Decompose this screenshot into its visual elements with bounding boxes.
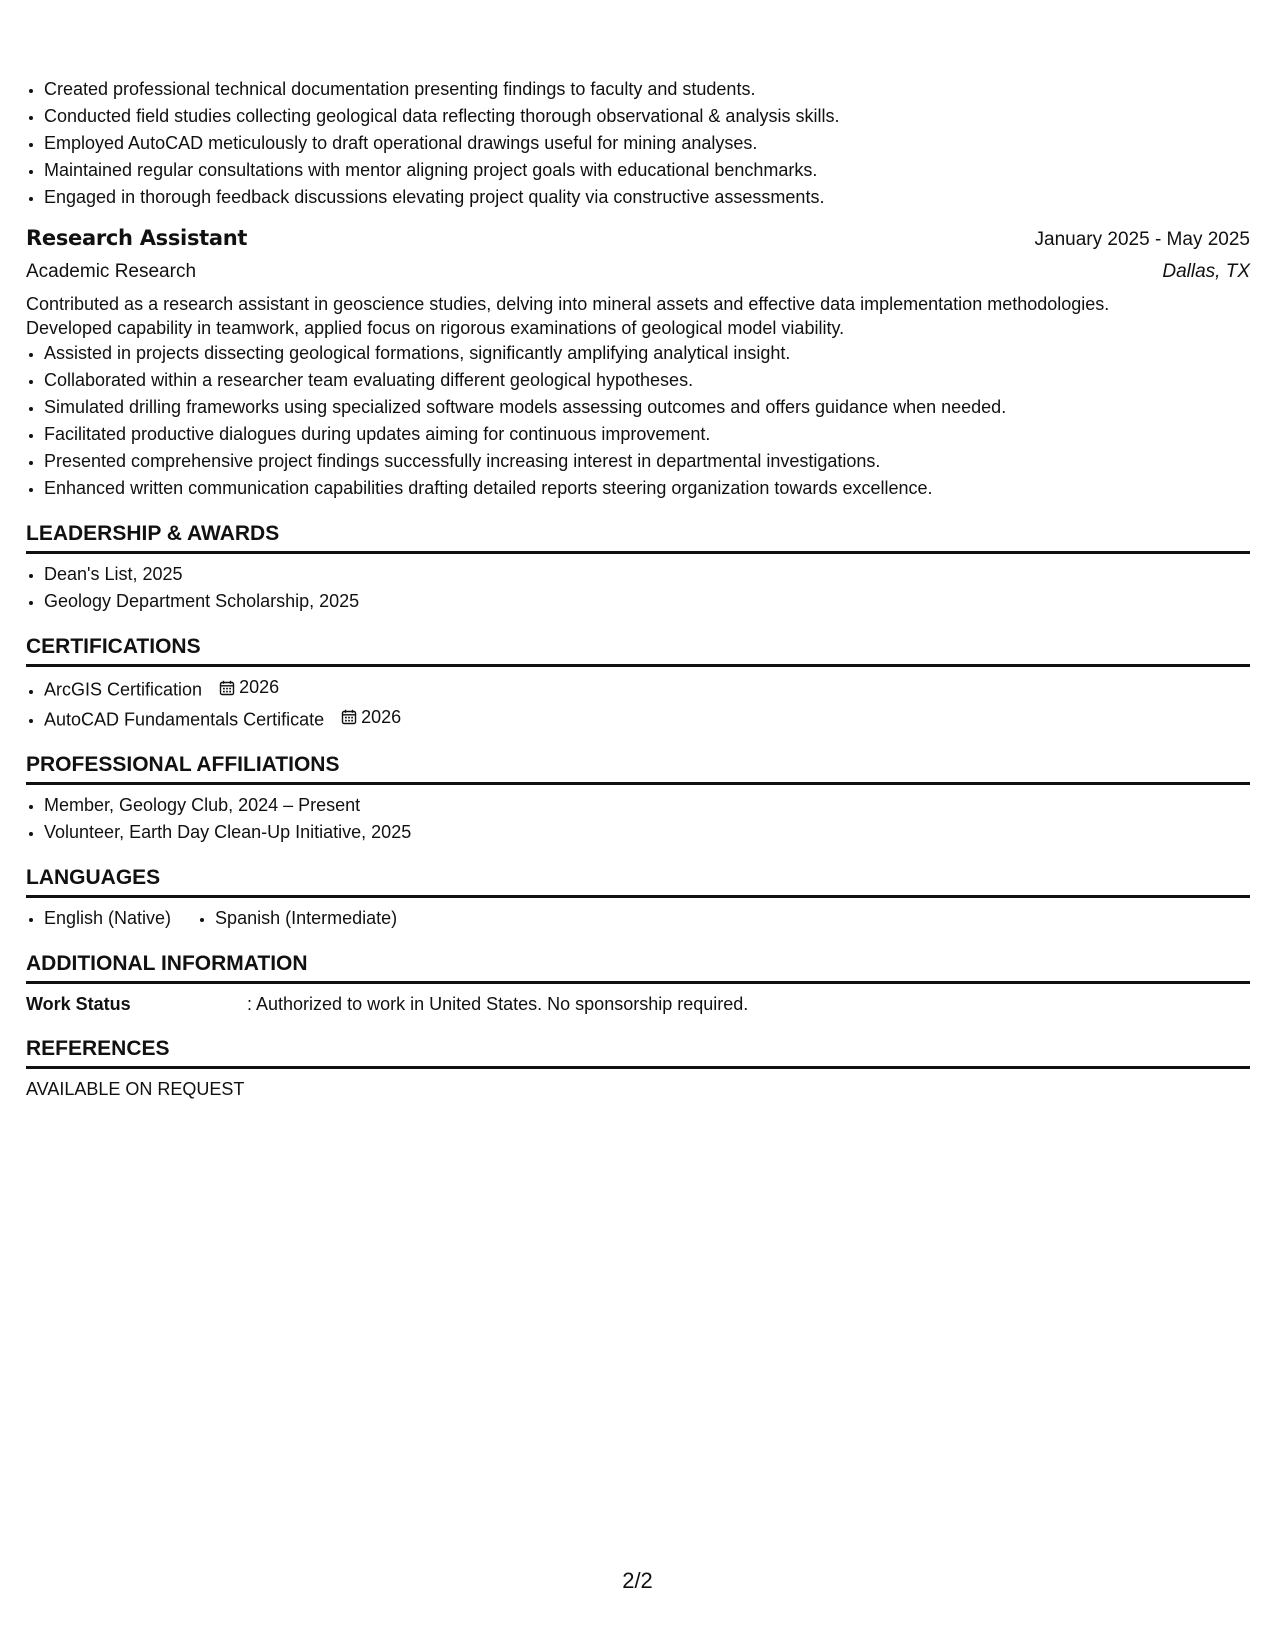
list-item: • Geology Department Scholarship, 2025 — [44, 588, 1250, 615]
section-title-references: REFERENCES — [26, 1035, 1250, 1069]
certification-year: 2026 — [239, 677, 280, 697]
research-job-subheader — [26, 258, 1250, 286]
certification-date — [219, 674, 279, 701]
job-title: Research Assistant — [26, 226, 248, 250]
work-status-row — [26, 991, 1250, 1017]
list-item: • Engaged in thorough feedback discussions elevating project quality via constructive assessments. — [44, 184, 1250, 211]
work-status-value: : Authorized to work in United States. No sponsorship required. — [247, 994, 749, 1014]
job-location: Dallas, TX — [1162, 261, 1250, 282]
list-item: • Simulated drilling frameworks using specialized software models assessing outcomes and offers guidance when needed. — [44, 394, 1250, 421]
list-item: • Created professional technical documentation presenting findings to faculty and students. — [44, 76, 1250, 103]
certification-date — [341, 704, 401, 731]
languages-row — [26, 905, 1250, 932]
list-item: • Facilitated productive dialogues during updates aiming for continuous improvement. — [44, 421, 1250, 448]
certifications-list — [26, 674, 1250, 733]
list-item — [44, 704, 1250, 734]
calendar-icon — [219, 680, 235, 696]
job-organization: Academic Research — [26, 261, 197, 282]
calendar-icon — [341, 709, 357, 725]
page-number: 2/2 — [622, 1568, 653, 1593]
affiliations-list — [26, 792, 1250, 846]
certification-year: 2026 — [361, 706, 402, 727]
summary-line: Contributed as a research assistant in geoscience studies, delving into mineral assets and effective data implementation methodologies. — [26, 294, 1110, 314]
languages-list — [26, 905, 441, 932]
section-title-certifications: CERTIFICATIONS — [26, 633, 1250, 667]
resume-page — [26, 76, 1250, 1102]
previous-job-bullets — [26, 76, 1250, 211]
job-summary — [26, 292, 1250, 340]
references-text: AVAILABLE ON REQUEST — [26, 1079, 245, 1099]
list-item: • Dean's List, 2025 — [44, 561, 1250, 588]
list-item: • Assisted in projects dissecting geological formations, significantly amplifying analytical insight. — [44, 340, 1250, 367]
leadership-list — [26, 561, 1250, 615]
summary-line: Developed capability in teamwork, applied focus on rigorous examinations of geological model viability. — [26, 318, 845, 338]
list-item — [44, 674, 1250, 704]
list-item: • Volunteer, Earth Day Clean-Up Initiative, 2025 — [44, 819, 1250, 846]
list-item: • Presented comprehensive project findings successfully increasing interest in departmental investigations. — [44, 448, 1250, 475]
list-item: • Collaborated within a researcher team evaluating different geological hypotheses. — [44, 367, 1250, 394]
section-title-affiliations: PROFESSIONAL AFFILIATIONS — [26, 751, 1250, 785]
work-status-label: Work Status — [26, 994, 131, 1014]
research-job-bullets — [26, 340, 1250, 502]
list-item: • Enhanced written communication capabilities drafting detailed reports steering organization towards excellence. — [44, 475, 1250, 502]
section-title-languages: LANGUAGES — [26, 864, 1250, 898]
section-title-leadership: LEADERSHIP & AWARDS — [26, 520, 1250, 554]
list-item: • Member, Geology Club, 2024 – Present — [44, 792, 1250, 819]
certification-name: ArcGIS Certification — [44, 679, 203, 700]
list-item: • English (Native) — [44, 905, 171, 932]
list-item: • Conducted field studies collecting geological data reflecting thorough observational & analysis skills. — [44, 103, 1250, 130]
certification-name: AutoCAD Fundamentals Certificate — [44, 709, 325, 729]
section-title-additional-information: ADDITIONAL INFORMATION — [26, 950, 1250, 984]
list-item: • Maintained regular consultations with mentor aligning project goals with educational benchmarks. — [44, 157, 1250, 184]
job-dates: January 2025 - May 2025 — [1034, 229, 1250, 250]
list-item: • Employed AutoCAD meticulously to draft operational drawings useful for mining analyses. — [44, 130, 1250, 157]
list-item: • Spanish (Intermediate) — [215, 905, 397, 932]
research-job-header — [26, 223, 1250, 255]
